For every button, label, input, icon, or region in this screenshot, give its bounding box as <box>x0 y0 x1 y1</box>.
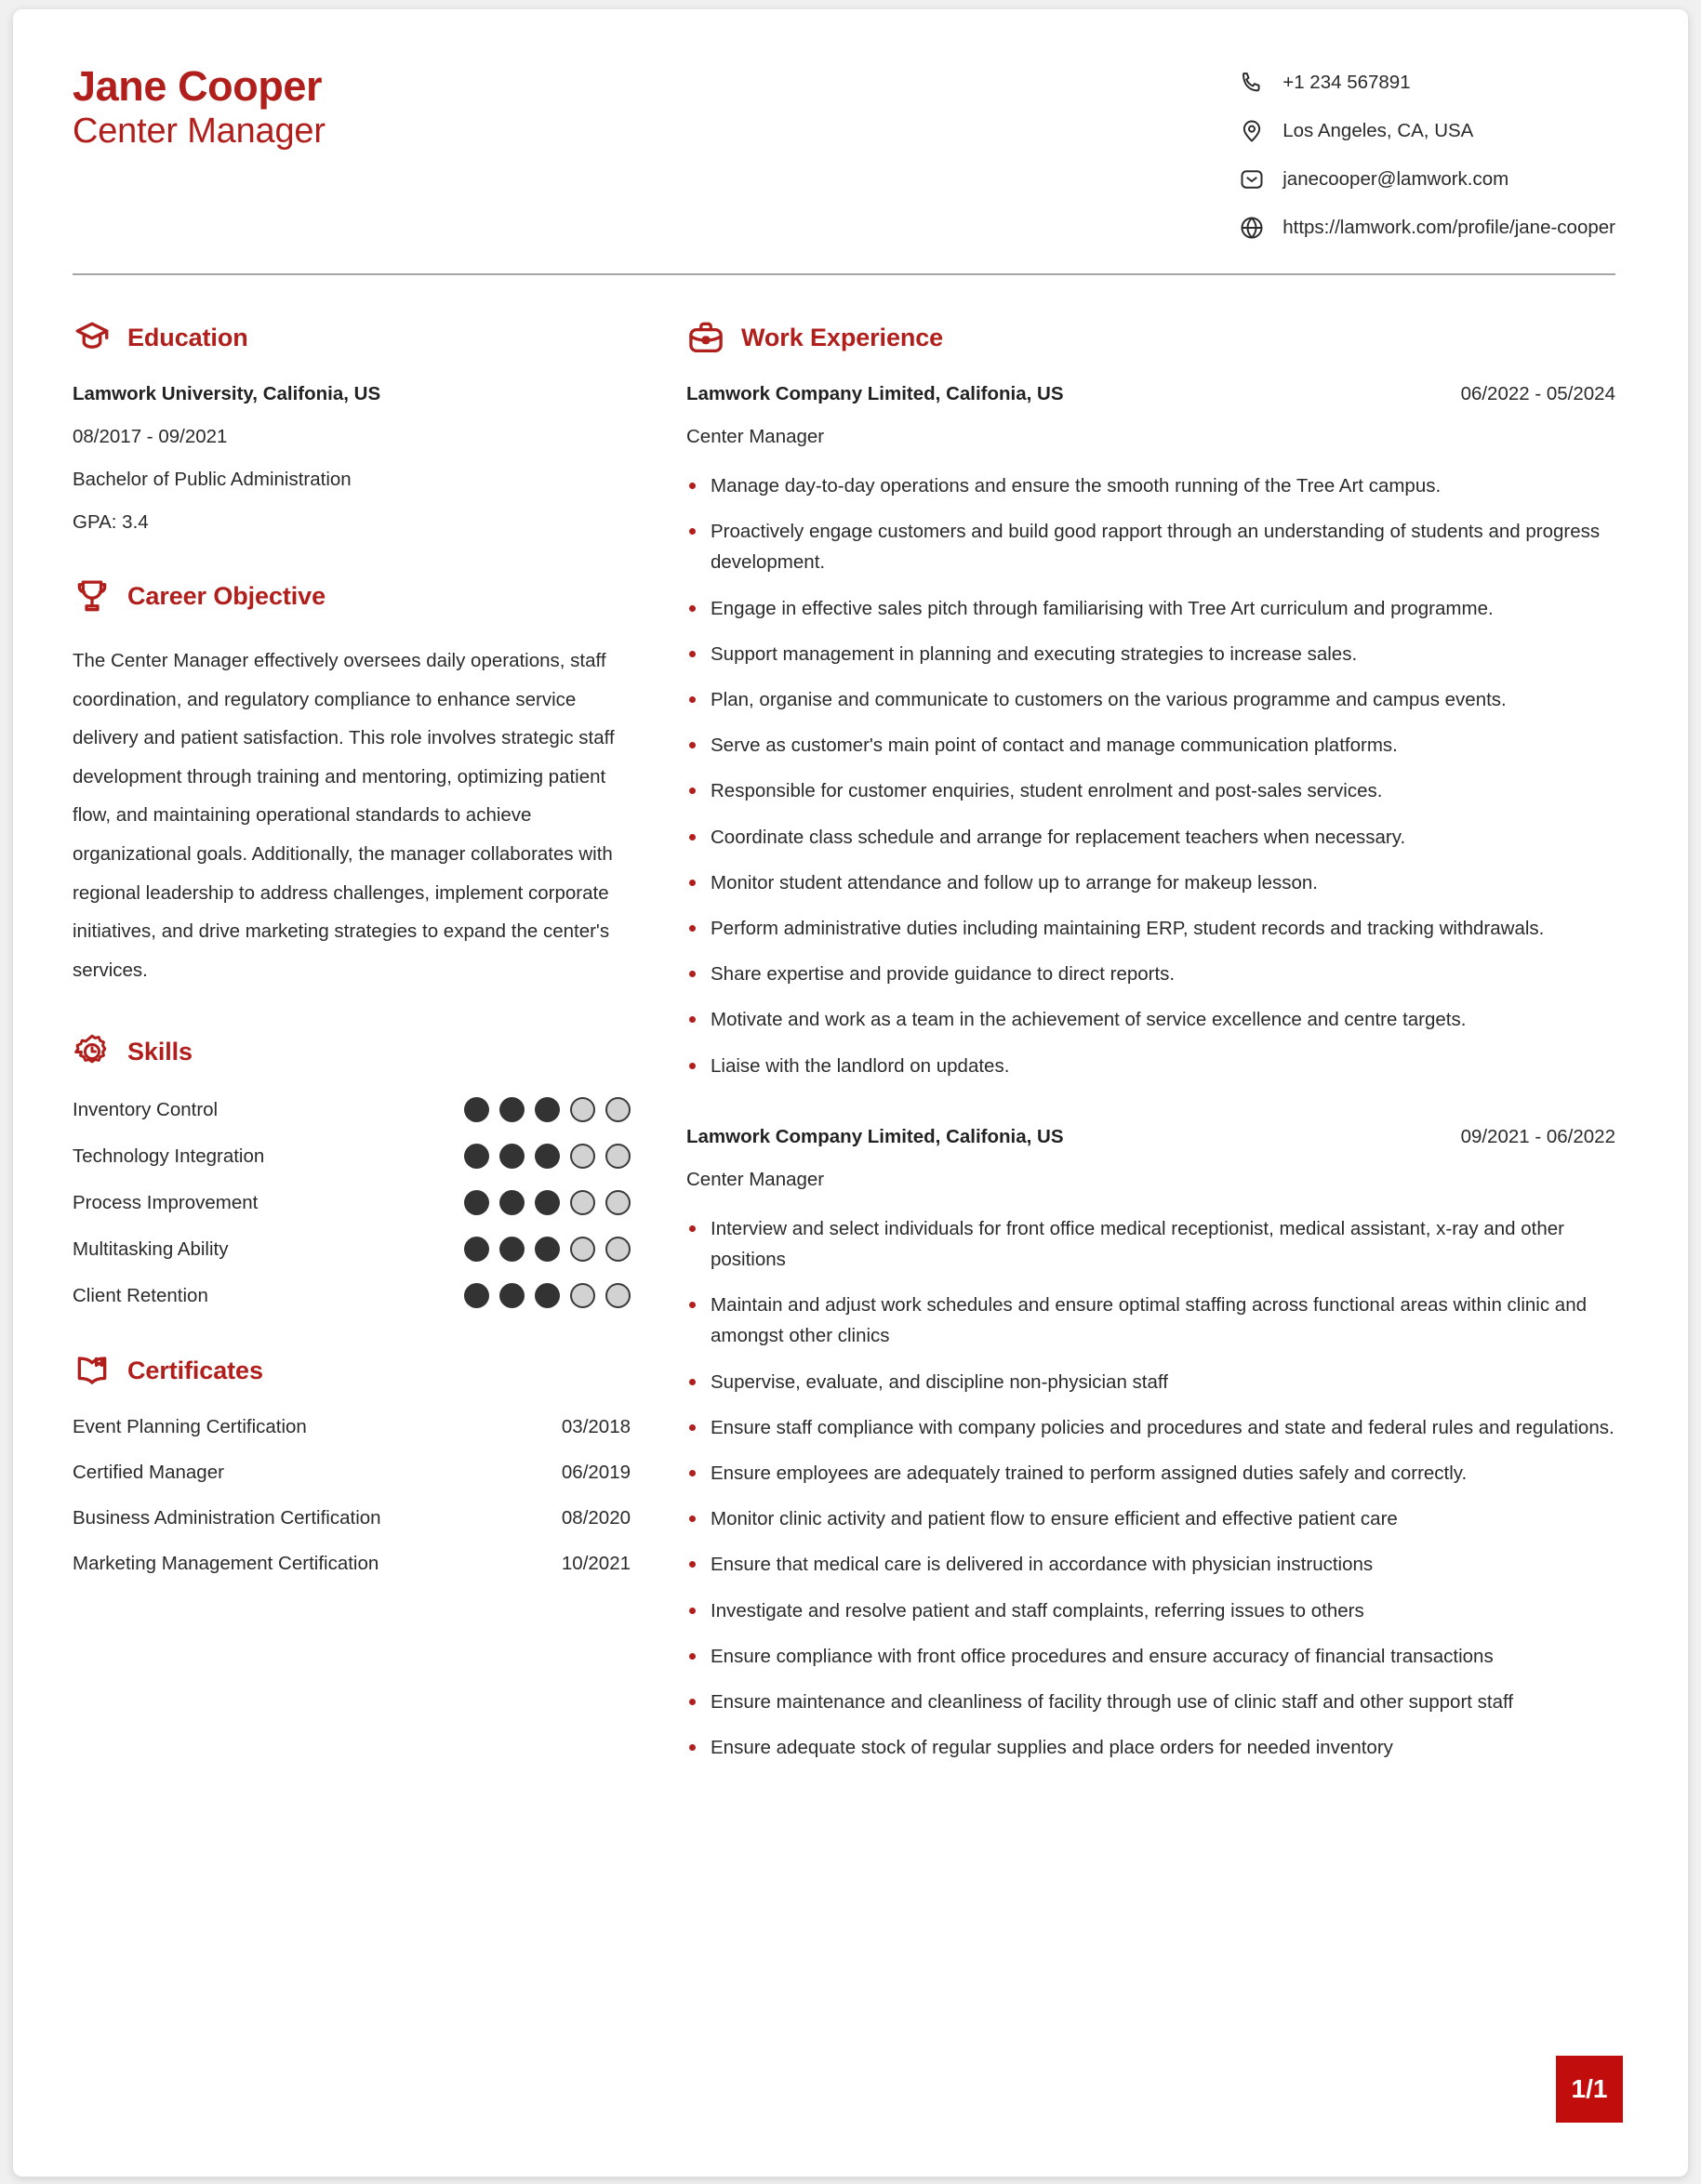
job-bullet: Monitor clinic activity and patient flow to ensure efficient and effective patient care <box>686 1503 1615 1534</box>
job-entry <box>686 1126 1615 1764</box>
job-bullet: Engage in effective sales pitch through familiarising with Tree Art curriculum and programme. <box>686 593 1615 624</box>
resume-header <box>13 9 1688 242</box>
job-bullet: Plan, organise and communicate to customers on the various programme and campus events. <box>686 684 1615 715</box>
contact-email-text: janecooper@lamwork.com <box>1282 167 1509 190</box>
skill-name: Process Improvement <box>73 1191 259 1213</box>
skill-dot-filled <box>464 1190 489 1215</box>
skill-dot-filled <box>464 1237 489 1262</box>
skill-dot-empty <box>605 1097 631 1122</box>
education-entry <box>73 383 631 534</box>
certificate-name: Event Planning Certification <box>73 1416 307 1438</box>
certificate-date: 10/2021 <box>561 1553 631 1575</box>
skill-dot-filled <box>499 1283 525 1308</box>
job-bullet: Serve as customer's main point of contact and manage communication platforms. <box>686 730 1615 761</box>
skill-row <box>73 1190 631 1215</box>
job-bullet: Investigate and resolve patient and staff complaints, referring issues to others <box>686 1595 1615 1626</box>
job-bullet: Monitor student attendance and follow up to arrange for makeup lesson. <box>686 867 1615 898</box>
skill-row <box>73 1097 631 1122</box>
globe-icon <box>1238 214 1266 242</box>
trophy-icon <box>73 576 112 615</box>
certificate-name: Marketing Management Certification <box>73 1553 379 1575</box>
contact-list <box>1238 54 1615 242</box>
job-bullet: Ensure compliance with front office procedures and ensure accuracy of financial transactions <box>686 1641 1615 1672</box>
gear-clock-icon <box>73 1032 112 1071</box>
skill-dot-empty <box>605 1237 631 1262</box>
skill-row <box>73 1283 631 1308</box>
job-bullet: Support management in planning and executing strategies to increase sales. <box>686 639 1615 669</box>
certificate-row <box>73 1416 631 1438</box>
section-education-header <box>73 318 631 357</box>
job-title: Center Manager <box>686 1168 825 1190</box>
contact-location-text: Los Angeles, CA, USA <box>1282 119 1474 141</box>
contact-phone[interactable] <box>1238 69 1615 97</box>
certificate-date: 06/2019 <box>561 1462 631 1484</box>
certificate-row <box>73 1462 631 1484</box>
candidate-role: Center Manager <box>73 112 326 152</box>
section-work-experience-header <box>686 318 1615 357</box>
contact-website[interactable] <box>1238 214 1615 242</box>
skill-dot-filled <box>499 1190 525 1215</box>
certificate-name: Certified Manager <box>73 1462 224 1484</box>
skill-level-dots <box>464 1097 631 1122</box>
job-spacer <box>686 1096 1615 1126</box>
section-skills-header <box>73 1032 631 1071</box>
job-title: Center Manager <box>686 426 825 447</box>
job-bullet: Ensure staff compliance with company policies and procedures and state and federal rules and regulations. <box>686 1412 1615 1443</box>
job-bullet: Ensure employees are adequately trained to perform assigned duties safely and correctly. <box>686 1458 1615 1489</box>
job-bullet: Coordinate class schedule and arrange for replacement teachers when necessary. <box>686 822 1615 853</box>
skill-dot-filled <box>535 1190 560 1215</box>
certificate-name: Business Administration Certification <box>73 1507 381 1529</box>
skill-dot-empty <box>605 1144 631 1169</box>
skill-dot-empty <box>570 1283 595 1308</box>
contact-phone-text: +1 234 567891 <box>1282 71 1411 93</box>
section-education-title: Education <box>127 323 248 351</box>
skill-name: Inventory Control <box>73 1098 219 1120</box>
education-organization: Lamwork University, Califonia, US <box>73 383 381 404</box>
section-work-experience-title: Work Experience <box>741 323 944 351</box>
job-bullet-list <box>686 470 1615 1081</box>
job-header <box>686 1126 1615 1148</box>
job-dates: 09/2021 - 06/2022 <box>1460 1125 1615 1147</box>
certificate-date: 08/2020 <box>561 1507 631 1529</box>
education-dates: 08/2017 - 09/2021 <box>73 426 228 447</box>
contact-email[interactable] <box>1238 165 1615 193</box>
skill-dot-filled <box>535 1144 560 1169</box>
candidate-name: Jane Cooper <box>73 62 323 110</box>
work-experience-list <box>686 383 1615 1763</box>
resume-page <box>13 9 1688 2177</box>
email-icon <box>1238 165 1266 193</box>
job-bullet-list <box>686 1213 1615 1764</box>
skill-dot-filled <box>499 1144 525 1169</box>
left-column <box>73 275 675 1575</box>
skill-row <box>73 1237 631 1262</box>
briefcase-icon <box>686 318 725 357</box>
job-bullet: Share expertise and provide guidance to direct reports. <box>686 959 1615 989</box>
skill-dot-filled <box>535 1237 560 1262</box>
skill-level-dots <box>464 1144 631 1169</box>
section-career-objective-title: Career Objective <box>127 581 326 610</box>
resume-body <box>13 275 1688 1778</box>
skill-level-dots <box>464 1283 631 1308</box>
open-book-icon <box>73 1351 112 1390</box>
education-gpa: GPA: 3.4 <box>73 511 149 533</box>
skill-level-dots <box>464 1190 631 1215</box>
skill-dot-filled <box>499 1097 525 1122</box>
section-career-objective-header <box>73 576 631 615</box>
section-certificates-title: Certificates <box>127 1356 263 1384</box>
job-organization: Lamwork Company Limited, Califonia, US <box>686 1125 1064 1147</box>
skill-level-dots <box>464 1237 631 1262</box>
certificates-list <box>73 1416 631 1575</box>
contact-location[interactable] <box>1238 117 1615 145</box>
skill-name: Multitasking Ability <box>73 1238 229 1260</box>
job-bullet: Supervise, evaluate, and discipline non-physician staff <box>686 1367 1615 1397</box>
skill-dot-filled <box>464 1097 489 1122</box>
graduation-cap-icon <box>73 318 112 357</box>
skill-dot-empty <box>570 1097 595 1122</box>
job-bullet: Liaise with the landlord on updates. <box>686 1051 1615 1081</box>
skill-dot-empty <box>570 1237 595 1262</box>
skill-dot-filled <box>464 1283 489 1308</box>
section-skills-title: Skills <box>127 1037 193 1066</box>
job-bullet: Responsible for customer enquiries, student enrolment and post-sales services. <box>686 775 1615 806</box>
section-certificates-header <box>73 1351 631 1390</box>
certificate-date: 03/2018 <box>561 1416 631 1438</box>
skill-dot-empty <box>605 1283 631 1308</box>
phone-icon <box>1238 69 1266 97</box>
location-icon <box>1238 117 1266 145</box>
skill-dot-empty <box>605 1190 631 1215</box>
skill-name: Technology Integration <box>73 1145 265 1167</box>
certificate-row <box>73 1507 631 1529</box>
career-objective-text: The Center Manager effectively oversees daily operations, staff coordination, and regulatory compliance to enhance service delivery and patient satisfaction. This role involves strategic staff development through training and mentoring, optimizing patient flow, and maintaining operational standards to achieve organizational goals. Additionally, the manager collaborates with regional leadership to address challenges, implement corporate initiatives, and drive marketing strategies to expand the center's services. <box>73 650 615 981</box>
skill-dot-filled <box>535 1283 560 1308</box>
right-column <box>675 275 1615 1778</box>
contact-website-text: https://lamwork.com/profile/jane-cooper <box>1282 216 1615 238</box>
skill-dot-filled <box>464 1144 489 1169</box>
job-organization: Lamwork Company Limited, Califonia, US <box>686 383 1064 404</box>
page-indicator-badge: 1/1 <box>1556 2056 1623 2123</box>
job-bullet: Ensure maintenance and cleanliness of facility through use of clinic staff and other support staff <box>686 1687 1615 1717</box>
skill-dot-filled <box>499 1237 525 1262</box>
job-bullet: Perform administrative duties including maintaining ERP, student records and tracking withdrawals. <box>686 913 1615 944</box>
job-entry <box>686 383 1615 1081</box>
job-bullet: Maintain and adjust work schedules and ensure optimal staffing across functional areas within clinic and amongst other clinics <box>686 1290 1615 1351</box>
skills-list <box>73 1097 631 1308</box>
job-bullet: Proactively engage customers and build good rapport through an understanding of students and progress development. <box>686 516 1615 577</box>
job-bullet: Ensure that medical care is delivered in accordance with physician instructions <box>686 1549 1615 1580</box>
skill-row <box>73 1144 631 1169</box>
job-dates: 06/2022 - 05/2024 <box>1460 383 1615 404</box>
skill-dot-filled <box>535 1097 560 1122</box>
job-bullet: Motivate and work as a team in the achievement of service excellence and centre targets. <box>686 1004 1615 1035</box>
job-bullet: Ensure adequate stock of regular supplies and place orders for needed inventory <box>686 1732 1615 1763</box>
education-degree: Bachelor of Public Administration <box>73 469 352 490</box>
identity-block <box>73 54 326 154</box>
skill-name: Client Retention <box>73 1284 208 1306</box>
skill-dot-empty <box>570 1144 595 1169</box>
job-bullet: Interview and select individuals for front office medical receptionist, medical assistant, x-ray and other positions <box>686 1213 1615 1275</box>
job-bullet: Manage day-to-day operations and ensure the smooth running of the Tree Art campus. <box>686 470 1615 501</box>
job-header <box>686 383 1615 405</box>
certificate-row <box>73 1553 631 1575</box>
skill-dot-empty <box>570 1190 595 1215</box>
